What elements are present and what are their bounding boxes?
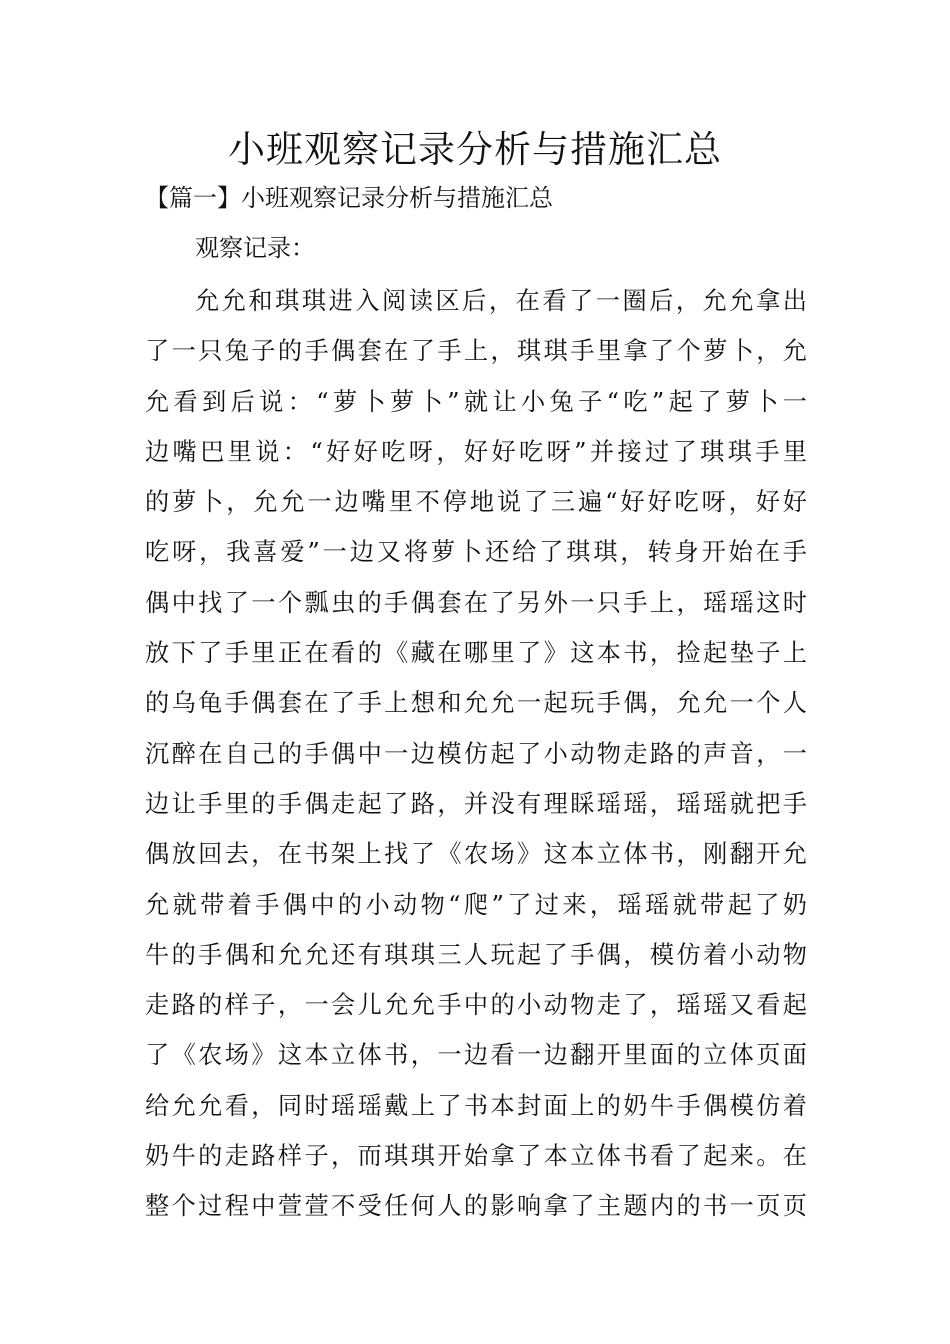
paragraph-line: 的乌龟手偶套在了手上想和允允一起玩手偶，允允一个人 (145, 689, 807, 718)
observation-paragraph (145, 276, 807, 1232)
paragraph-line: 奶牛的走路样子，而琪琪开始拿了本立体书看了起来。在 (145, 1142, 807, 1171)
paragraph-line: 偶中找了一个瓢虫的手偶套在了另外一只手上，瑶瑶这时 (145, 588, 807, 617)
paragraph-line: 走路的样子，一会儿允允手中的小动物走了，瑶瑶又看起 (145, 991, 807, 1020)
paragraph-line: 吃呀，我喜爱”一边又将萝卜还给了琪琪，转身开始在手 (145, 538, 807, 567)
paragraph-line: 边让手里的手偶走起了路，并没有理睬瑶瑶，瑶瑶就把手 (145, 789, 807, 818)
paragraph-line: 沉醉在自己的手偶中一边模仿起了小动物走路的声音，一 (145, 739, 807, 768)
document-title: 小班观察记录分析与措施汇总 (228, 128, 722, 171)
paragraph-line: 允看到后说：“萝卜萝卜”就让小兔子“吃”起了萝卜一 (145, 387, 807, 416)
paragraph-line: 给允允看，同时瑶瑶戴上了书本封面上的奶牛手偶模仿着 (145, 1091, 807, 1120)
paragraph-line: 了《农场》这本立体书，一边看一边翻开里面的立体页面 (145, 1041, 807, 1070)
paragraph-line: 了一只兔子的手偶套在了手上，琪琪手里拿了个萝卜，允 (145, 337, 807, 366)
paragraph-line: 放下了手里正在看的《藏在哪里了》这本书，捡起垫子上 (145, 639, 807, 668)
paragraph-line: 允允和琪琪进入阅读区后，在看了一圈后，允允拿出 (195, 287, 807, 315)
paragraph-line: 整个过程中萱萱不受任何人的影响拿了主题内的书一页页 (145, 1192, 807, 1221)
section-heading: 【篇一】小班观察记录分析与措施汇总 (145, 184, 553, 212)
paragraph-line: 的萝卜，允允一边嘴里不停地说了三遍“好好吃呀，好好 (145, 488, 807, 517)
paragraph-line: 偶放回去，在书架上找了《农场》这本立体书，刚翻开允 (145, 840, 807, 869)
paragraph-line: 允就带着手偶中的小动物“爬”了过来，瑶瑶就带起了奶 (145, 890, 807, 919)
paragraph-line: 牛的手偶和允允还有琪琪三人玩起了手偶，模仿着小动物 (145, 940, 807, 969)
paragraph-line: 边嘴巴里说：“好好吃呀，好好吃呀”并接过了琪琪手里 (145, 437, 807, 466)
observation-record-heading: 观察记录： (195, 234, 315, 262)
